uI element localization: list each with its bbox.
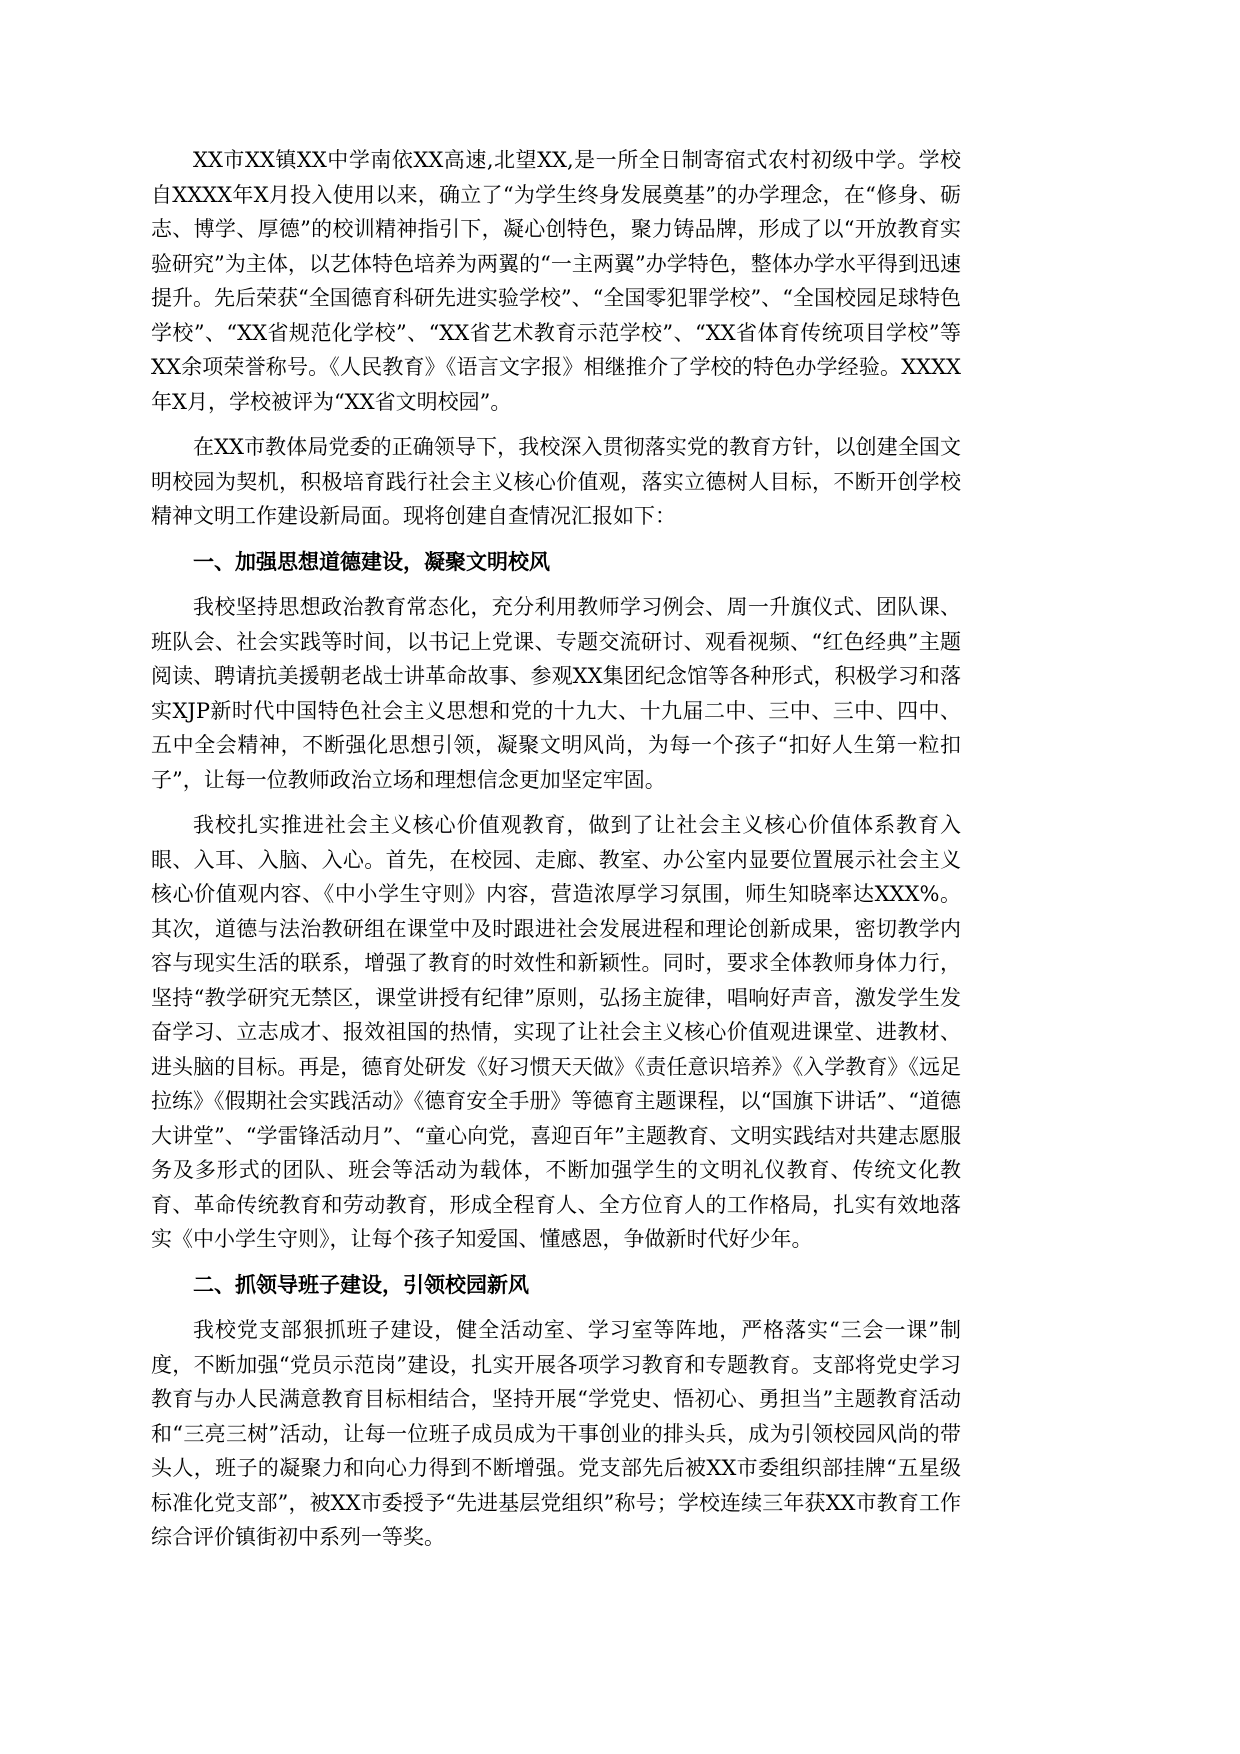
paragraph-party-branch: 我校党支部狠抓班子建设，健全活动室、学习室等阵地，严格落实“三会一课”制度，不断加强“党员示范岗”建设，扎实开展各项学习教育和专题教育。支部将党史学习教育与办人民满意教育目标相结合，坚持开展“学党史、悟初心、勇担当”主题教育活动和“三亮三树”活动，让每一位班子成员成为干事创业的排头兵，成为引领校园风尚的带头人，班子的凝聚力和向心力得到不断增强。党支部先后被XX市委组织部挂牌“五星级标准化党支部”，被XX市委授予“先进基层党组织”称号；学校连续三年获XX市教育工作综合评价镇街初中系列一等奖。	[151, 1318, 961, 1549]
section-heading-1: 一、加强思想道德建设，凝聚文明校风	[193, 549, 550, 574]
paragraph-political-education: 我校坚持思想政治教育常态化，充分利用教师学习例会、周一升旗仪式、团队课、班队会、社会实践等时间，以书记上党课、专题交流研讨、观看视频、“红色经典”主题阅读、聘请抗美援朝老战士讲革命故事、参观XX集团纪念馆等各种形式，积极学习和落实XJP新时代中国特色社会主义思想和党的十九大、十九届二中、三中、三中、四中、五中全会精神，不断强化思想引领，凝聚文明风尚，为每一个孩子“扣好人生第一粒扣子”，让每一位教师政治立场和理想信念更加坚定牢固。	[151, 595, 961, 792]
document-body	[151, 143, 961, 1566]
paragraph-report-intro: 在XX市教体局党委的正确领导下，我校深入贯彻落实党的教育方针，以创建全国文明校园为契机，积极培育践行社会主义核心价值观，落实立德树人目标，不断开创学校精神文明工作建设新局面。现将创建自查情况汇报如下：	[151, 435, 961, 528]
section-heading-2: 二、抓领导班子建设，引领校园新风	[193, 1272, 529, 1297]
paragraph-school-intro: XX市XX镇XX中学南依XX高速,北望XX,是一所全日制寄宿式农村初级中学。学校自XXXX年X月投入使用以来，确立了“为学生终身发展奠基”的办学理念，在“修身、砺志、博学、厚德”的校训精神指引下，凝心创特色，聚力铸品牌，形成了以“开放教育实验研究”为主体，以艺体特色培养为两翼的“一主两翼”办学特色，整体办学水平得到迅速提升。先后荣获“全国德育科研先进实验学校”、“全国零犯罪学校”、“全国校园足球特色学校”、“XX省规范化学校”、“XX省艺术教育示范学校”、“XX省体育传统项目学校”等XX余项荣誉称号。《人民教育》《语言文字报》相继推介了学校的特色办学经验。XXXX年X月，学校被评为“XX省文明校园”。	[151, 148, 961, 414]
paragraph-core-values: 我校扎实推进社会主义核心价值观教育，做到了让社会主义核心价值体系教育入眼、入耳、入脑、入心。首先，在校园、走廊、教室、办公室内显要位置展示社会主义核心价值观内容、《中小学生守则》内容，营造浓厚学习氛围，师生知晓率达XXX%。其次，道德与法治教研组在课堂中及时跟进社会发展进程和理论创新成果，密切教学内容与现实生活的联系，增强了教育的时效性和新颖性。同时，要求全体教师身体力行，坚持“教学研究无禁区，课堂讲授有纪律”原则，弘扬主旋律，唱响好声音，激发学生发奋学习、立志成才、报效祖国的热情，实现了让社会主义核心价值观进课堂、进教材、进头脑的目标。再是，德育处研发《好习惯天天做》《责任意识培养》《入学教育》《远足拉练》《假期社会实践活动》《德育安全手册》等德育主题课程，以“国旗下讲话”、“道德大讲堂”、“学雷锋活动月”、“童心向党，喜迎百年”主题教育、文明实践结对共建志愿服务及多形式的团队、班会等活动为载体，不断加强学生的文明礼仪教育、传统文化教育、革命传统教育和劳动教育，形成全程育人、全方位育人的工作格局，扎实有效地落实《中小学生守则》，让每个孩子知爱国、懂感恩，争做新时代好少年。	[151, 813, 961, 1251]
